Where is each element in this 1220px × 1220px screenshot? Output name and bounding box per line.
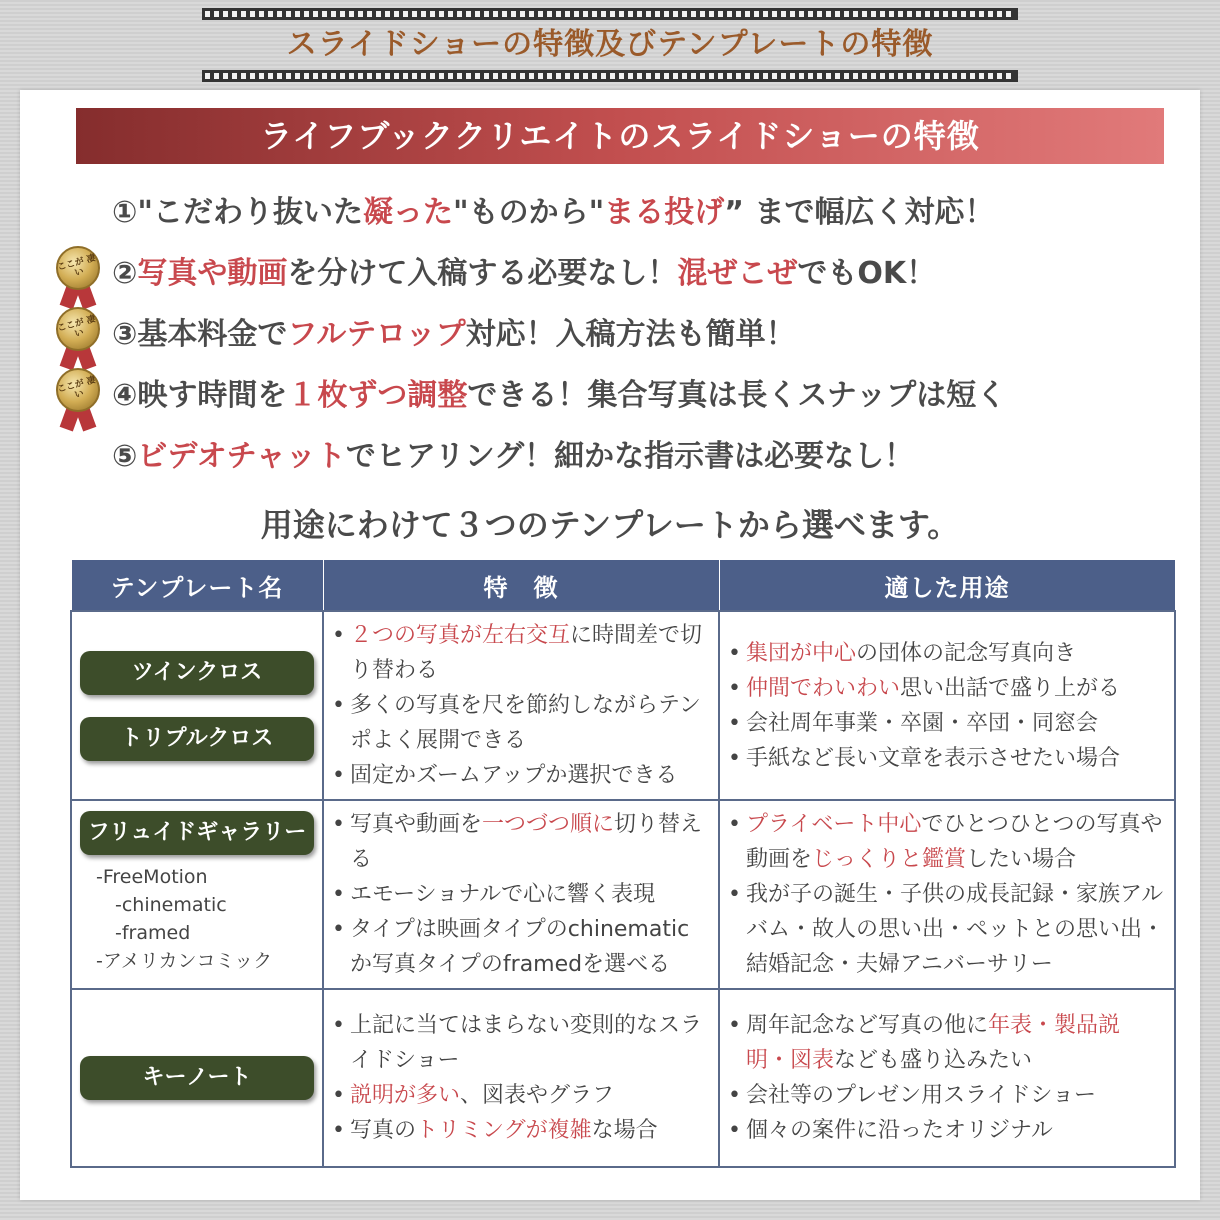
text-segment: 会社周年事業・卒園・卒団・同窓会 [746, 710, 1099, 736]
list-item [738, 1008, 1164, 1078]
list-item [738, 671, 1164, 706]
text-segment: 写真や動画を [350, 812, 483, 837]
text-segment: 切り替える [350, 812, 703, 872]
template-name-cell [71, 800, 323, 989]
text-segment: 、図表やグラフ [460, 1083, 615, 1108]
highlight-text: ビデオチャット [137, 439, 346, 474]
text-segment: に時間差で切り替わる [350, 623, 703, 683]
template-variant-list [72, 863, 322, 975]
feature-line-3 [112, 310, 796, 360]
text-segment: ⑤ [112, 439, 138, 474]
list-item [342, 912, 708, 982]
list-item [342, 807, 708, 877]
list-item [342, 618, 708, 688]
list-item [342, 758, 708, 793]
medal-icon [50, 368, 106, 432]
template-name-cell [71, 989, 323, 1167]
text-segment: ③基本料金で [112, 317, 288, 352]
text-segment: 対応！入稿方法も簡単！ [465, 317, 796, 352]
feature-line-5 [112, 432, 914, 482]
highlight-text: 説明が多い [350, 1083, 461, 1108]
text-segment: 上記に当てはまらない変則的なスライドショー [350, 1013, 703, 1073]
text-segment: ② [112, 256, 138, 291]
variant-item: -framed [96, 922, 191, 944]
template-button-fluidgallery[interactable]: フリュイドギャラリー [80, 811, 314, 855]
uses-cell [719, 989, 1175, 1167]
list-item [738, 706, 1164, 741]
template-table [70, 559, 1176, 1168]
text-segment: 周年記念など写真の他に [746, 1013, 989, 1038]
text-segment: "ものから" [453, 195, 605, 230]
table-row [71, 800, 1175, 989]
medal-text: ここが 凄い [56, 314, 97, 340]
list-item [342, 1113, 708, 1148]
highlight-text: 凝った [363, 195, 454, 230]
variant-item: -FreeMotion [96, 866, 208, 888]
text-segment: の団体の記念写真向き [856, 640, 1077, 666]
text-segment: 会社等のプレゼン用スライドショー [746, 1083, 1097, 1108]
table-row [71, 989, 1175, 1167]
feature-line-2 [112, 249, 936, 299]
highlight-text: じっくりと鑑賞 [812, 847, 967, 872]
text-segment: でひとつひとつの写真や動画を [746, 812, 1163, 872]
highlight-text: トリミングが複雑 [416, 1118, 592, 1143]
medal-text: ここが 凄い [56, 375, 97, 401]
film-strip-bottom [202, 70, 1018, 82]
uses-cell [719, 800, 1175, 989]
text-segment: したい場合 [966, 847, 1077, 872]
film-strip-top [202, 8, 1018, 20]
highlight-text: 混ぜこぜ [677, 256, 798, 291]
highlight-text: ２つの写真が左右交互 [350, 623, 571, 648]
highlight-text: フルテロップ [287, 317, 466, 352]
medal-icon [50, 246, 106, 310]
template-subtitle: 用途にわけて３つのテンプレートから選べます。 [260, 506, 960, 544]
text-segment: なども盛り込みたい [834, 1048, 1033, 1073]
text-segment: でヒアリング！細かな指示書は必要なし！ [345, 439, 915, 474]
uses-cell [719, 611, 1175, 800]
features-cell [323, 800, 719, 989]
feature-line-4 [112, 371, 1006, 421]
text-segment: な場合 [591, 1118, 658, 1143]
highlight-text: 一つづつ順に [482, 812, 615, 837]
template-button-triplecross[interactable]: トリプルクロス [80, 717, 314, 761]
text-segment: ” まで幅広く対応！ [724, 195, 995, 230]
highlight-text: １枚ずつ調整 [287, 378, 468, 413]
list-item [342, 1008, 708, 1078]
list-item [342, 688, 708, 758]
list-item [738, 636, 1164, 671]
variant-item: -chinematic [96, 894, 227, 916]
template-button-keynote[interactable]: キーノート [80, 1056, 314, 1100]
features-cell [323, 989, 719, 1167]
list-item [342, 877, 708, 912]
medal-icon [50, 307, 106, 371]
highlight-text: 写真や動画 [137, 256, 288, 291]
table-row [71, 611, 1175, 800]
page-title: スライドショーの特徴及びテンプレートの特徴 [286, 27, 934, 62]
highlight-text: 集団が中心 [746, 640, 857, 666]
header-uses: 適した用途 [719, 560, 1175, 612]
list-item [738, 1113, 1164, 1148]
template-name-cell [71, 611, 323, 800]
medal-text: ここが 凄い [56, 253, 97, 279]
header-features: 特 徴 [323, 560, 719, 612]
text-segment: できる！集合写真は長くスナップは短く [467, 378, 1007, 413]
text-segment: タイプは映画タイプのchinematicか写真タイプのframedを選べる [350, 917, 690, 977]
list-item [738, 741, 1164, 776]
highlight-text: プライベート中心 [746, 812, 922, 837]
text-segment: ①"こだわり抜いた [112, 195, 364, 230]
text-segment: 固定かズームアップか選択できる [350, 763, 678, 788]
list-item [738, 807, 1164, 877]
text-segment: でもOK！ [797, 256, 937, 291]
text-segment: エモーショナルで心に響く表現 [350, 882, 656, 907]
variant-item: -アメリカンコミック [96, 950, 273, 972]
text-segment: 写真の [350, 1118, 417, 1143]
section-banner: ライフブッククリエイトのスライドショーの特徴 [76, 108, 1164, 164]
text-segment: ④映す時間を [112, 378, 288, 413]
text-segment: 手紙など長い文章を表示させたい場合 [746, 745, 1121, 771]
highlight-text: まる投げ [604, 195, 725, 230]
text-segment: 思い出話で盛り上がる [900, 675, 1121, 701]
highlight-text: 年表・製品説明・図表 [746, 1013, 1121, 1073]
template-button-twincross[interactable]: ツインクロス [80, 651, 314, 695]
header-template-name: テンプレート名 [71, 560, 323, 612]
text-segment: 個々の案件に沿ったオリジナル [746, 1118, 1053, 1143]
feature-line-1 [112, 188, 994, 238]
list-item [342, 1078, 708, 1113]
text-segment: 我が子の誕生・子供の成長記録・家族アルバム・故人の思い出・ペットとの思い出・結婚記念・夫婦アニバーサリー [746, 882, 1165, 977]
list-item [738, 877, 1164, 982]
features-cell [323, 611, 719, 800]
text-segment: 多くの写真を尺を節約しながらテンポよく展開できる [350, 693, 701, 753]
highlight-text: 仲間でわいわい [746, 675, 901, 701]
list-item [738, 1078, 1164, 1113]
text-segment: を分けて入稿する必要なし！ [287, 256, 678, 291]
